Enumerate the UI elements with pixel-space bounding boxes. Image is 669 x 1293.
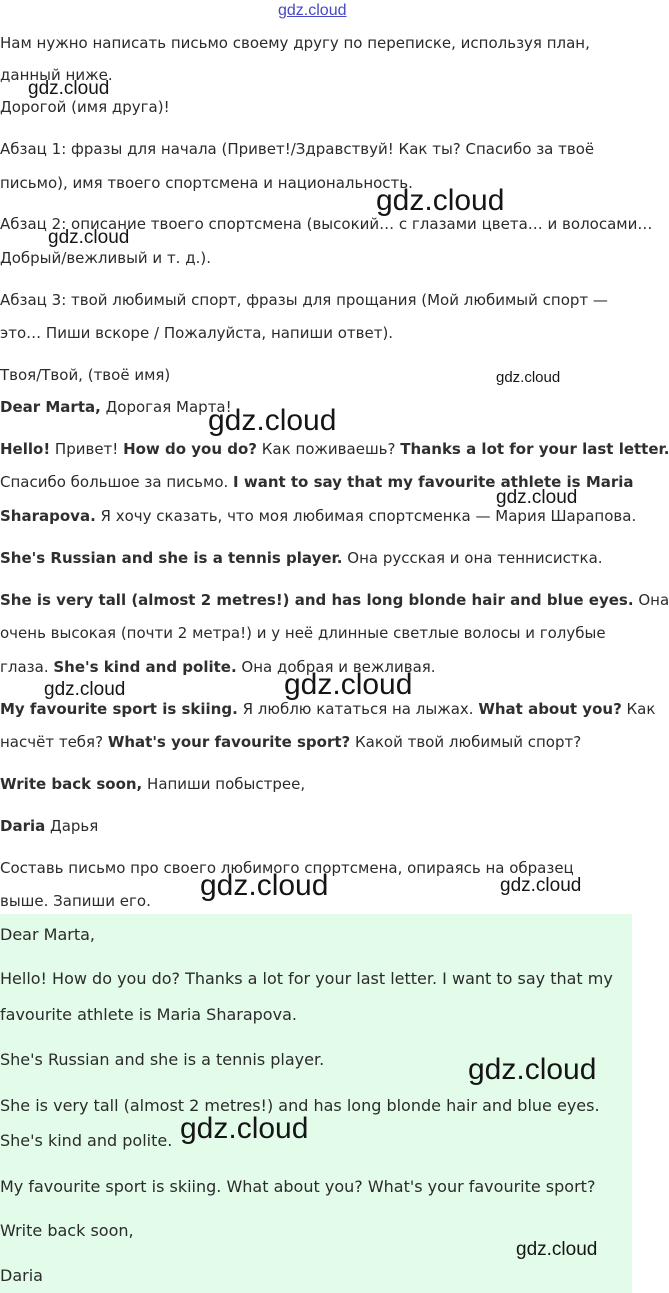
task-paragraph1-line1: Абзац 1: фразы для начала (Привет!/Здравствуй! Как ты? Спасибо за твоё: [0, 140, 595, 158]
instruction-line2: выше. Запиши его.: [0, 892, 151, 910]
watermark: gdz.cloud: [284, 668, 413, 701]
watermark: gdz.cloud: [200, 869, 329, 902]
task-signature-plan: Твоя/Твой, (твоё имя): [0, 366, 171, 384]
task-paragraph2-line1: Абзац 2: описание твоего спортсмена (высокий… с глазами цвета… и волосами…: [0, 215, 653, 233]
task-paragraph2-line2: Добрый/вежливый и т. д.).: [0, 249, 211, 267]
example-russian-line: She's Russian and she is a tennis player. Она русская и она теннисистка.: [0, 549, 603, 567]
task-intro-line1: Нам нужно написать письмо своему другу по переписке, используя план,: [0, 34, 590, 52]
watermark: gdz.cloud: [496, 487, 578, 508]
example-sport-line1: My favourite sport is skiing. Я люблю кататься на лыжах. What about you? Как: [0, 700, 656, 718]
example-tall-line2: очень высокая (почти 2 метра!) и у неё длинные светлые волосы и голубые: [0, 624, 606, 642]
watermark: gdz.cloud: [496, 369, 561, 386]
answer-p2: She's Russian and she is a tennis player.: [0, 1050, 325, 1069]
example-name-line: Daria Дарья: [0, 817, 99, 835]
watermark: gdz.cloud: [180, 1112, 309, 1145]
answer-p3-line1: She is very tall (almost 2 metres!) and has long blonde hair and blue eyes.: [0, 1096, 600, 1115]
watermark: gdz.cloud: [468, 1053, 597, 1086]
watermark: gdz.cloud: [44, 679, 126, 700]
task-paragraph3-line1: Абзац 3: твой любимый спорт, фразы для прощания (Мой любимый спорт —: [0, 291, 608, 309]
watermark: gdz.cloud: [208, 404, 337, 437]
task-paragraph3-line2: это… Пиши вскоре / Пожалуйста, напиши ответ).: [0, 324, 394, 342]
watermark: gdz.cloud: [500, 875, 582, 896]
task-greeting-plan: Дорогой (имя друга)!: [0, 98, 170, 116]
task-intro-line2: данный ниже.: [0, 66, 113, 84]
example-sport-line2: насчёт тебя? What's your favourite sport? Какой твой любимый спорт?: [0, 733, 582, 751]
example-want-line2: Sharapova. Я хочу сказать, что моя любимая спортсменка — Мария Шарапова.: [0, 507, 637, 525]
answer-p1-line1: Hello! How do you do? Thanks a lot for your last letter. I want to say that my: [0, 969, 613, 988]
watermark: gdz.cloud: [516, 1239, 598, 1260]
answer-p4: My favourite sport is skiing. What about you? What's your favourite sport?: [0, 1177, 596, 1196]
example-hello-line: Hello! Привет! How do you do? Как поживаешь? Thanks a lot for your last letter.: [0, 440, 669, 458]
example-tall-line1: She is very tall (almost 2 metres!) and has long blonde hair and blue eyes. Она: [0, 591, 669, 609]
instruction-line1: Составь письмо про своего любимого спортсмена, опираясь на образец: [0, 859, 574, 877]
answer-p1-line2: favourite athlete is Maria Sharapova.: [0, 1005, 297, 1024]
example-dear: Dear Marta, Дорогая Марта!: [0, 398, 232, 416]
answer-p3-line2: She's kind and polite.: [0, 1131, 173, 1150]
task-paragraph1-line2: письмо), имя твоего спортсмена и национальность.: [0, 174, 413, 192]
answer-p6: Daria: [0, 1266, 43, 1285]
watermark: gdz.cloud: [376, 184, 505, 217]
example-write-line: Write back soon, Напиши побыстрее,: [0, 775, 306, 793]
example-want-line1: Спасибо большое за письмо. I want to say that my favourite athlete is Maria: [0, 473, 634, 491]
watermark-top[interactable]: gdz.cloud: [278, 2, 347, 19]
example-kind-line: глаза. She's kind and polite. Она добрая и вежливая.: [0, 658, 436, 676]
watermark: gdz.cloud: [48, 227, 130, 248]
answer-dear: Dear Marta,: [0, 925, 95, 944]
answer-p5: Write back soon,: [0, 1221, 134, 1240]
watermark: gdz.cloud: [28, 78, 110, 99]
